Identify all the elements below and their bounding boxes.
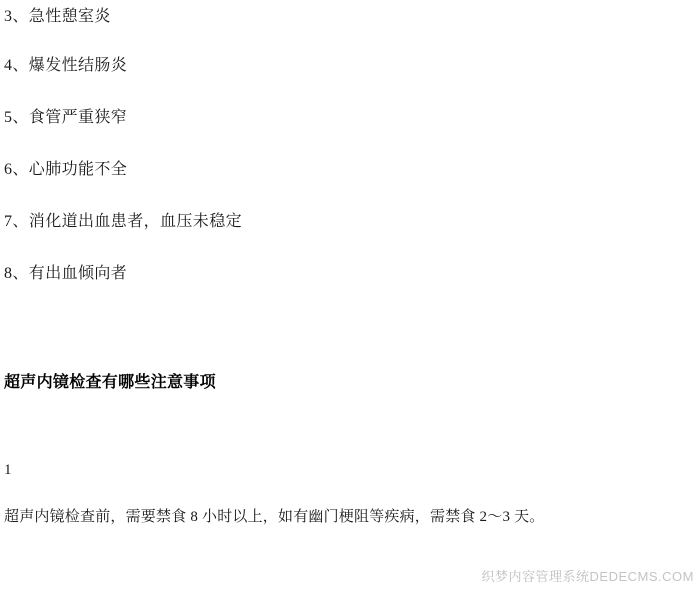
list-item: 6、心肺功能不全: [4, 161, 128, 178]
section-spacer: [0, 300, 700, 372]
heading-spacer: [0, 394, 700, 460]
list-item: 5、食管严重狭窄: [4, 109, 128, 126]
item-number: 1: [4, 462, 12, 478]
watermark: [482, 566, 694, 585]
watermark-cn-text: 织梦内容管理系统: [481, 569, 590, 584]
list-item: 8、有出血倾向者: [4, 265, 128, 282]
list-item: 3、急性憩室炎: [4, 8, 111, 25]
list-item: 7、消化道出血患者，血压未稳定: [4, 213, 243, 230]
list-item: 4、爆发性结肠炎: [4, 57, 128, 74]
watermark-en-text: DEDECMS.COM: [589, 569, 694, 584]
section-heading: 超声内镜检查有哪些注意事项: [4, 374, 216, 391]
paragraph-spacer: [0, 480, 700, 506]
body-paragraph: 超声内镜检查前，需要禁食 8 小时以上，如有幽门梗阻等疾病，需禁食 2～3 天。: [4, 509, 545, 525]
